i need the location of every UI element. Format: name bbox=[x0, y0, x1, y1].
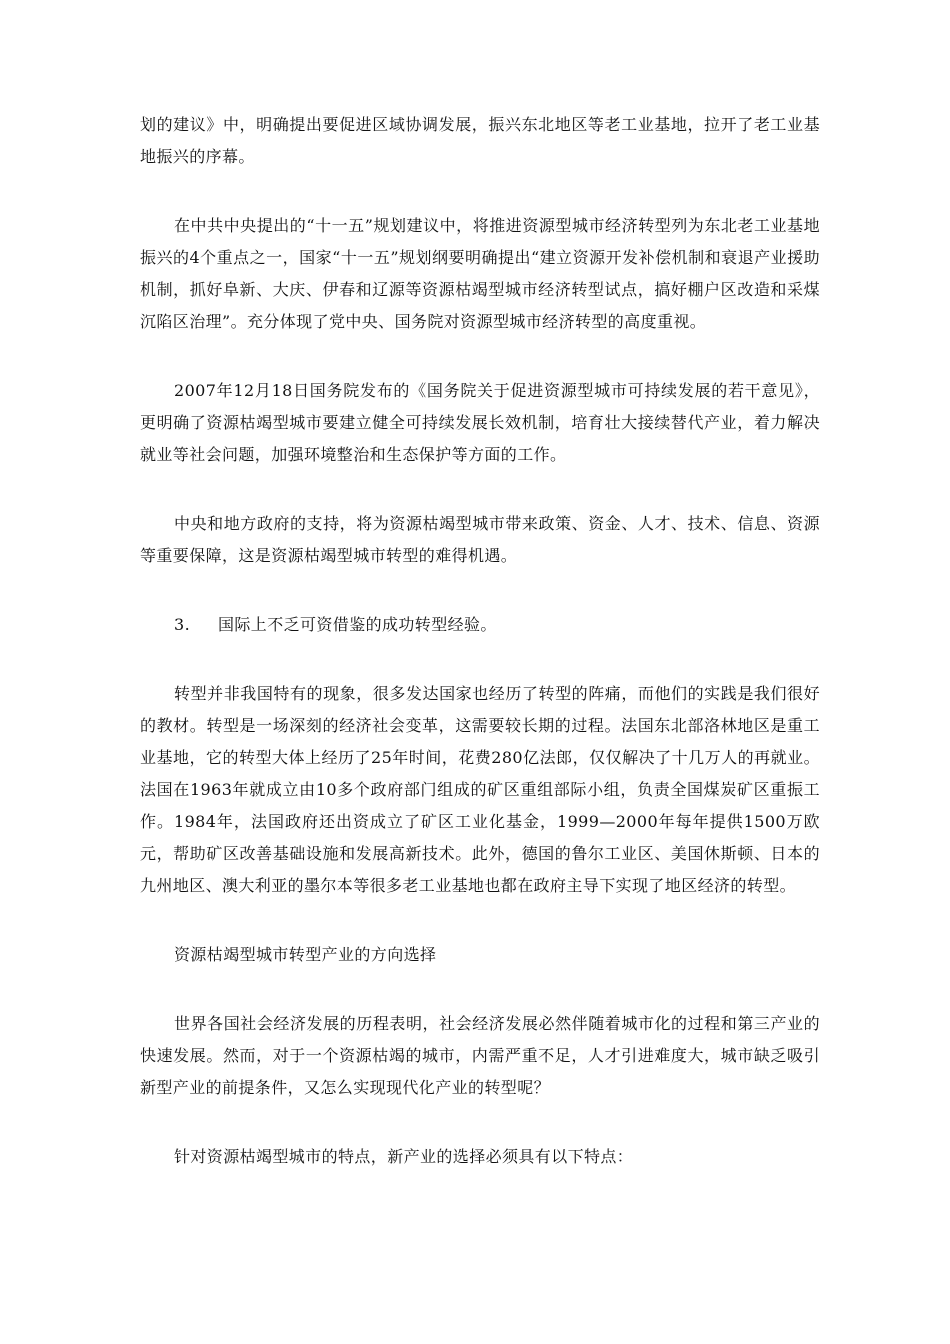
list-item-3 bbox=[140, 609, 820, 641]
paragraph-government-support: 中央和地方政府的支持，将为资源枯竭型城市带来政策、资金、人才、技术、信息、资源等重要保障，这是资源枯竭型城市转型的难得机遇。 bbox=[140, 514, 820, 565]
paragraph-world-development: 世界各国社会经济发展的历程表明，社会经济发展必然伴随着城市化的过程和第三产业的快速发展。然而，对于一个资源枯竭的城市，内需严重不足，人才引进难度大，城市缺乏吸引新型产业的前提条件，又怎么实现现代化产业的转型呢？ bbox=[140, 1014, 820, 1097]
paragraph-new-industry-features: 针对资源枯竭型城市的特点，新产业的选择必须具有以下特点： bbox=[174, 1147, 634, 1166]
list-item-number: 3. bbox=[174, 615, 191, 634]
paragraph-state-council-opinion: 2007年12月18日国务院发布的《国务院关于促进资源型城市可持续发展的若干意见》，更明确了资源枯竭型城市要建立健全可持续发展长效机制，培育壮大接续替代产业，着力解决就业等社会问题，加强环境整治和生态保护等方面的工作。 bbox=[140, 381, 820, 464]
document-body bbox=[140, 109, 820, 1210]
paragraph-eleventh-five-year-plan: 在中共中央提出的“十一五”规划建议中，将推进资源型城市经济转型列为东北老工业基地振兴的4个重点之一，国家“十一五”规划纲要明确提出“建立资源开发补偿机制和衰退产业援助机制，抓好阜新、大庆、伊春和辽源等资源枯竭型城市经济转型试点，搞好棚户区改造和采煤沉陷区治理”。充分体现了党中央、国务院对资源型城市经济转型的高度重视。 bbox=[140, 216, 820, 331]
section-heading: 资源枯竭型城市转型产业的方向选择 bbox=[174, 945, 437, 964]
paragraph-continued: 划的建议》中，明确提出要促进区域协调发展，振兴东北地区等老工业基地，拉开了老工业基地振兴的序幕。 bbox=[140, 115, 820, 166]
paragraph-international-experience: 转型并非我国特有的现象，很多发达国家也经历了转型的阵痛，而他们的实践是我们很好的教材。转型是一场深刻的经济社会变革，这需要较长期的过程。法国东北部洛林地区是重工业基地，它的转型大体上经历了25年时间，花费280亿法郎，仅仅解决了十几万人的再就业。法国在1963年就成立由10多个政府部门组成的矿区重组部际小组，负责全国煤炭矿区重振工作。1984年，法国政府还出资成立了矿区工业化基金，1999—2000年每年提供1500万欧元，帮助矿区改善基础设施和发展高新技术。此外，德国的鲁尔工业区、美国休斯顿、日本的九州地区、澳大利亚的墨尔本等很多老工业基地也都在政府主导下实现了地区经济的转型。 bbox=[140, 684, 820, 895]
list-item-text: 国际上不乏可资借鉴的成功转型经验。 bbox=[218, 615, 497, 634]
